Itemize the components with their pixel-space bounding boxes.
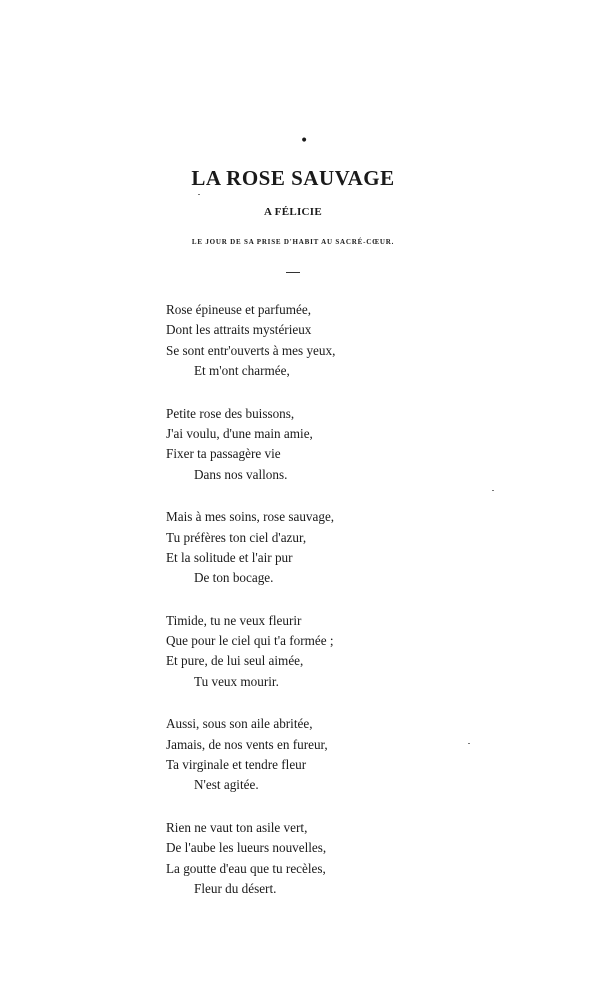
poem-dedication: A FÉLICIE bbox=[263, 206, 323, 218]
stanza-2 bbox=[166, 404, 426, 486]
poem-occasion: LE JOUR DE SA PRISE D'HABIT AU SACRÉ-CŒUR. bbox=[191, 238, 395, 246]
verse: Se sont entr'ouverts à mes yeux, bbox=[166, 342, 336, 358]
verse-refrain: Fleur du désert. bbox=[194, 880, 277, 896]
paper-speck bbox=[468, 743, 470, 744]
title-rule bbox=[286, 272, 300, 273]
verse: Petite rose des buissons, bbox=[166, 405, 295, 421]
verse-refrain: Tu veux mourir. bbox=[194, 673, 279, 689]
verse: La goutte d'eau que tu recèles, bbox=[166, 860, 326, 876]
stanza-5 bbox=[166, 714, 426, 796]
verse: Et pure, de lui seul aimée, bbox=[166, 653, 304, 669]
poem-title: LA ROSE SAUVAGE bbox=[191, 166, 395, 190]
stanza-6 bbox=[166, 818, 426, 900]
verse: Fixer ta passagère vie bbox=[166, 446, 281, 462]
paper-speck bbox=[198, 194, 200, 195]
paper-speck bbox=[492, 490, 494, 491]
verse: De l'aube les lueurs nouvelles, bbox=[166, 840, 327, 856]
verse: Timide, tu ne veux fleurir bbox=[166, 612, 302, 628]
verse: Aussi, sous son aile abritée, bbox=[166, 716, 313, 732]
stanza-3 bbox=[166, 507, 426, 589]
verse-refrain: N'est agitée. bbox=[194, 777, 259, 793]
verse: Ta virginale et tendre fleur bbox=[166, 757, 307, 773]
verse: Rien ne vaut ton asile vert, bbox=[166, 819, 308, 835]
verse: Tu préfères ton ciel d'azur, bbox=[166, 529, 307, 545]
verse-refrain: Dans nos vallons. bbox=[194, 466, 288, 482]
stanza-4 bbox=[166, 611, 426, 693]
stanza-1 bbox=[166, 300, 426, 382]
verse: Et la solitude et l'air pur bbox=[166, 549, 293, 565]
verse: Dont les attraits mystérieux bbox=[166, 322, 312, 338]
verse-refrain: Et m'ont charmée, bbox=[194, 363, 290, 379]
verse-refrain: De ton bocage. bbox=[194, 570, 274, 586]
verse: Rose épineuse et parfumée, bbox=[166, 302, 312, 317]
verse: Mais à mes soins, rose sauvage, bbox=[166, 509, 335, 525]
ornament-dot: • bbox=[300, 133, 309, 149]
verse: Jamais, de nos vents en fureur, bbox=[166, 736, 328, 752]
verse: J'ai voulu, d'une main amie, bbox=[166, 425, 313, 441]
verse: Que pour le ciel qui t'a formée ; bbox=[166, 633, 334, 649]
poem-body bbox=[166, 300, 426, 921]
